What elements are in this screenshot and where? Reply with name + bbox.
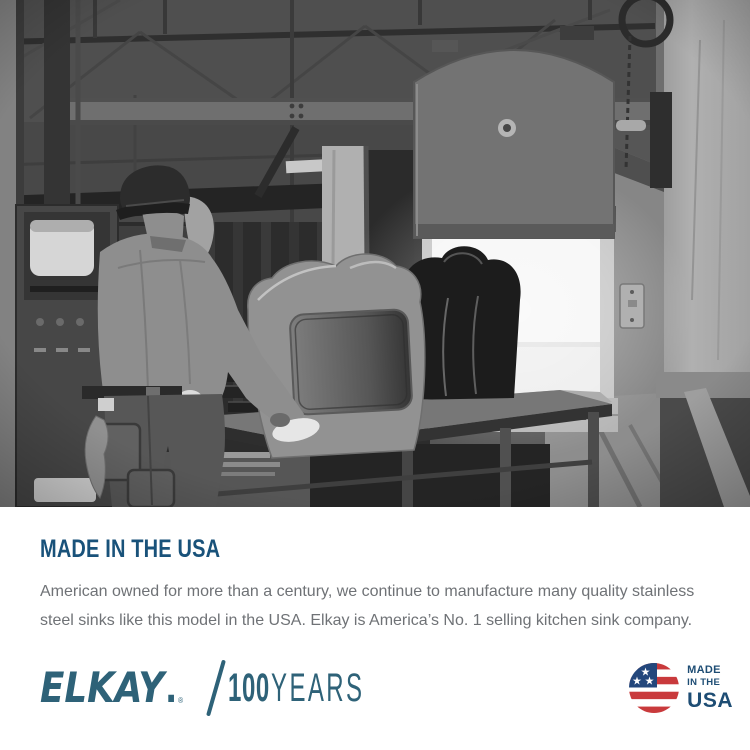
usa-flag-icon xyxy=(628,662,680,714)
body-text-line-2: steel sinks like this model in the USA. Elkay is America’s No. 1 selling kitchen sink company. xyxy=(40,612,693,629)
elkay-wordmark xyxy=(40,663,184,712)
elkay-logo-period: . xyxy=(165,667,178,711)
made-in-usa-badge xyxy=(628,662,733,714)
content-section xyxy=(0,535,750,717)
body-text xyxy=(40,577,733,635)
badge-line-made: MADE xyxy=(687,664,721,677)
page-title: MADE IN THE USA xyxy=(40,535,221,563)
body-text-line-1: American owned for more than a century, we continue to manufacture many quality stainless xyxy=(40,583,695,600)
years-word: YEARS xyxy=(271,666,365,710)
years-number: 100 xyxy=(228,666,271,710)
footer-row xyxy=(40,659,733,717)
elkay-logo-text: ELKAY xyxy=(40,663,165,712)
badge-line-in-the: IN THE xyxy=(687,677,721,689)
hundred-years-mark xyxy=(228,668,364,708)
registered-trademark-icon: ® xyxy=(178,696,184,705)
elkay-100-years-logo xyxy=(40,659,456,717)
logo-slash-divider xyxy=(207,660,227,717)
badge-line-usa: USA xyxy=(687,688,733,712)
made-in-usa-text xyxy=(687,665,733,711)
